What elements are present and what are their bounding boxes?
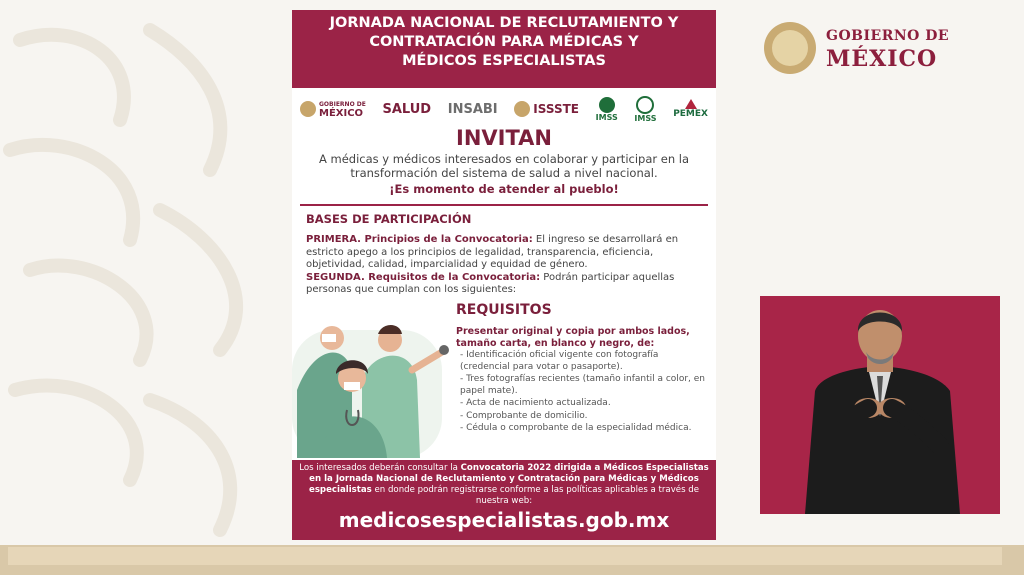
imss-bienestar-logo-text: IMSS (634, 113, 657, 123)
segunda-text: Podrán participar aquellas personas que cumplan con los siguientes: (306, 271, 675, 295)
imss-icon (599, 97, 615, 113)
imss-bienestar-icon (636, 96, 654, 114)
imss-logo-text: IMSS (595, 112, 618, 122)
institution-logos (292, 90, 716, 128)
list-item: - Identificación oficial vigente con fotografía (credencial para votar o pasaporte). (460, 350, 659, 372)
poster-footer (292, 460, 716, 540)
pemex-icon (685, 99, 697, 109)
national-seal-icon (764, 22, 816, 74)
bases-heading: BASES DE PARTICIPACIÓN (306, 212, 472, 226)
poster-title-line2: CONTRATACIÓN PARA MÉDICAS Y (369, 34, 639, 50)
gobierno-logo-top: GOBIERNO DE (319, 101, 366, 108)
seal-icon (300, 101, 316, 117)
bases-text (306, 234, 708, 297)
brand-line1: GOBIERNO DE (826, 28, 950, 44)
footer-text-a: Los interesados deberán consultar la (299, 463, 461, 473)
pemex-logo-text: PEMEX (673, 109, 708, 119)
poster-title-line1: JORNADA NACIONAL DE RECLUTAMIENTO Y (329, 15, 679, 31)
requisitos-heading: REQUISITOS (456, 302, 552, 318)
list-item: - Acta de nacimiento actualizada. (460, 398, 611, 408)
issste-logo (514, 101, 579, 117)
footer-text-b: Convocatoria 2022 dirigida a Médicos Especialistas en la Jornada Nacional de Reclutamiento y Contratación para Médicas y Médicos especialistas (308, 463, 709, 495)
footer-text (292, 460, 716, 507)
section-divider (300, 204, 708, 206)
requisitos-list (460, 350, 710, 436)
background-pattern (0, 0, 300, 545)
list-item: - Comprobante de domicilio. (460, 410, 588, 421)
requisitos-intro: Presentar original y copia por ambos lados, tamaño carta, en blanco y negro, de: (456, 326, 690, 349)
pemex-logo (673, 99, 708, 119)
footer-url: medicosespecialistas.gob.mx (338, 508, 670, 532)
list-item: - Tres fotografías recientes (tamaño infantil a color, en papel mate). (460, 374, 705, 396)
primera-label: PRIMERA. Principios de la Convocatoria: (306, 234, 533, 245)
invite-slogan: ¡Es momento de atender al pueblo! (389, 182, 619, 196)
primera-paragraph (306, 234, 708, 272)
invite-text: A médicas y médicos interesados en colaborar y participar en la transformación del sistema de salud a nivel nacional. (318, 152, 690, 180)
imss-bienestar-logo (634, 96, 656, 123)
gobierno-logo-bottom: MÉXICO (319, 108, 364, 119)
interpreter-figure (760, 296, 1000, 514)
bottom-band (0, 545, 1024, 575)
eagle-icon (514, 101, 530, 117)
footer-text-c: en donde podrán registrarse conforme a las políticas aplicables a través de nuestra web: (371, 485, 700, 506)
gobierno-logo (300, 100, 366, 118)
salud-logo: SALUD (382, 101, 432, 117)
segunda-label: SEGUNDA. Requisitos de la Convocatoria: (306, 271, 541, 283)
primera-text: El ingreso se desarrollará en estricto apego a los principios de legalidad, transparencia, eficiencia, objetividad, calidad, imparcialidad y equidad de género. (306, 234, 679, 270)
insabi-logo: INSABI (447, 101, 498, 117)
issste-logo-text: ISSSTE (533, 102, 579, 116)
invitan-heading: INVITAN (456, 126, 552, 150)
recruitment-poster (292, 10, 716, 540)
interpreter-video (760, 296, 1000, 514)
imss-logo (596, 97, 618, 122)
segunda-paragraph (306, 272, 708, 297)
doctors-illustration (292, 310, 456, 458)
poster-title-bar (292, 10, 716, 88)
poster-title-line3: MÉDICOS ESPECIALISTAS (402, 53, 606, 69)
brand-line2: MÉXICO (826, 46, 938, 72)
gobierno-de-mexico-logo (764, 22, 964, 78)
list-item: - Cédula o comprobante de la especialidad médica. (460, 423, 692, 433)
